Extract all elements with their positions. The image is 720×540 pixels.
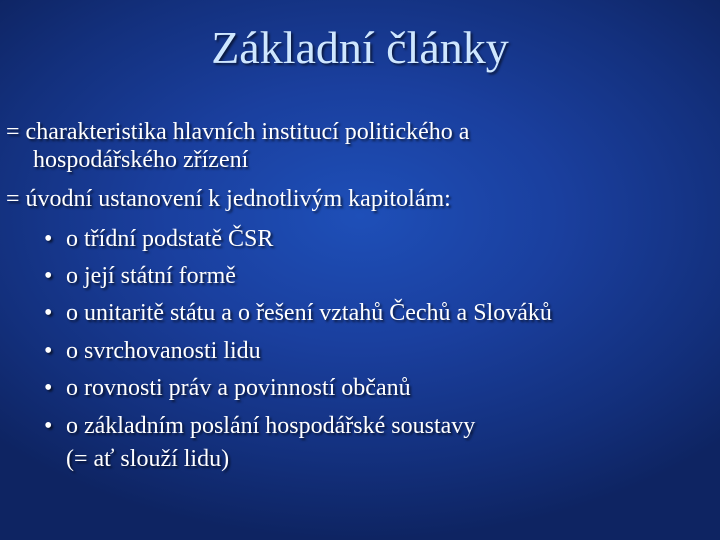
list-item-text: o třídní podstatě ČSR [66,226,274,252]
bullet-icon: • [44,338,53,364]
list-item-continuation: (= ať slouží lidu) [66,446,230,472]
list-item-text: o rovnosti práv a povinností občanů [66,375,411,401]
list-item-text: o svrchovanosti lidu [66,338,261,364]
list-item [44,412,475,440]
slide-title: Základní články [211,22,509,73]
bullet-icon: • [44,413,53,439]
list-item [44,337,261,365]
bullet-icon: • [44,263,53,289]
paragraph-line: hospodářského zřízení [33,147,249,173]
list-item [44,299,552,327]
list-item-text: o unitaritě státu a o řešení vztahů Čechů a Slováků [66,300,552,326]
list-item [44,225,273,253]
paragraph-line: = úvodní ustanovení k jednotlivým kapitolám: [6,186,451,212]
list-item [44,374,411,402]
paragraph-line: = charakteristika hlavních institucí politického a [6,119,470,145]
bullet-icon: • [44,226,53,252]
bullet-icon: • [44,375,53,401]
bullet-icon: • [44,300,53,326]
list-item [44,262,236,290]
list-item-text: o její státní formě [66,263,236,289]
list-item-text: o základním poslání hospodářské soustavy [66,413,476,439]
